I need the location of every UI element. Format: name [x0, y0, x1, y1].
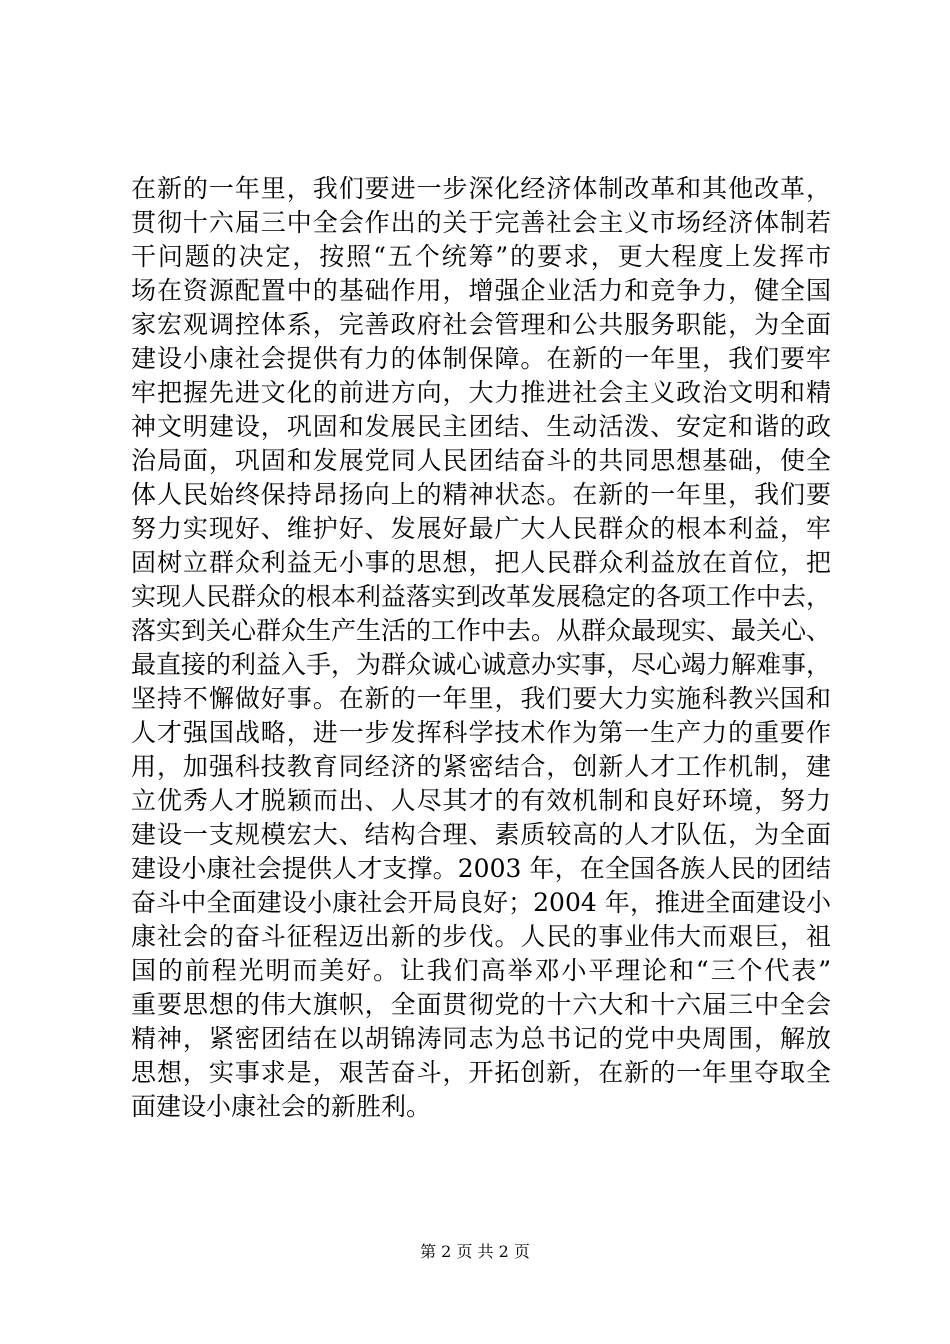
text-line: 建设小康社会提供有力的体制保障。在新的一年里，我们要牢 — [131, 344, 831, 373]
text-line: 最直接的利益入手，为群众诚心诚意办实事，尽心竭力解难事， — [131, 650, 832, 679]
text-line: 体人民始终保持昂扬向上的精神状态。在新的一年里，我们要 — [131, 480, 831, 509]
text-line: 重要思想的伟大旗帜，全面贯彻党的十六大和十六届三中全会 — [131, 990, 831, 1019]
text-line: 立优秀人才脱颖而出、人尽其才的有效机制和良好环境，努力 — [131, 786, 831, 815]
text-line: 场在资源配置中的基础作用，增强企业活力和竞争力，健全国 — [131, 276, 831, 305]
text-line: 实现人民群众的根本利益落实到改革发展稳定的各项工作中去， — [131, 582, 832, 611]
text-line: 落实到关心群众生产生活的工作中去。从群众最现实、最关心、 — [131, 616, 832, 645]
body-paragraph — [131, 172, 831, 1124]
text-line: 在新的一年里，我们要进一步深化经济体制改革和其他改革， — [131, 174, 831, 203]
text-line: 神文明建设，巩固和发展民主团结、生动活泼、安定和谐的政 — [131, 412, 831, 441]
page-footer: 第 2 页 共 2 页 — [420, 1242, 530, 1261]
text-line: 坚持不懈做好事。在新的一年里，我们要大力实施科教兴国和 — [131, 684, 831, 713]
text-line: 贯彻十六届三中全会作出的关于完善社会主义市场经济体制若 — [131, 208, 831, 237]
text-line: 干问题的决定，按照“五个统筹”的要求，更大程度上发挥市 — [131, 242, 831, 271]
text-line: 建设一支规模宏大、结构合理、素质较高的人才队伍，为全面 — [131, 820, 831, 849]
text-line: 固树立群众利益无小事的思想，把人民群众利益放在首位，把 — [131, 548, 831, 577]
text-line-last: 面建设小康社会的新胜利。 — [131, 1092, 432, 1121]
text-line: 用，加强科技教育同经济的紧密结合，创新人才工作机制，建 — [131, 752, 831, 781]
text-line: 家宏观调控体系，完善政府社会管理和公共服务职能，为全面 — [131, 310, 831, 339]
text-line: 努力实现好、维护好、发展好最广大人民群众的根本利益，牢 — [131, 514, 831, 543]
text-line: 建设小康社会提供人才支撑。2003 年，在全国各族人民的团结 — [131, 854, 831, 883]
text-line: 奋斗中全面建设小康社会开局良好；2004 年，推进全面建设小 — [131, 888, 831, 917]
text-line: 康社会的奋斗征程迈出新的步伐。人民的事业伟大而艰巨，祖 — [131, 922, 831, 951]
text-line: 国的前程光明而美好。让我们高举邓小平理论和“三个代表” — [131, 956, 831, 985]
text-line: 治局面，巩固和发展党同人民团结奋斗的共同思想基础，使全 — [131, 446, 831, 475]
text-line: 人才强国战略，进一步发挥科学技术作为第一生产力的重要作 — [131, 718, 831, 747]
text-line: 思想，实事求是，艰苦奋斗，开拓创新，在新的一年里夺取全 — [131, 1058, 831, 1087]
text-line: 精神，紧密团结在以胡锦涛同志为总书记的党中央周围，解放 — [131, 1024, 831, 1053]
text-line: 牢把握先进文化的前进方向，大力推进社会主义政治文明和精 — [131, 378, 831, 407]
